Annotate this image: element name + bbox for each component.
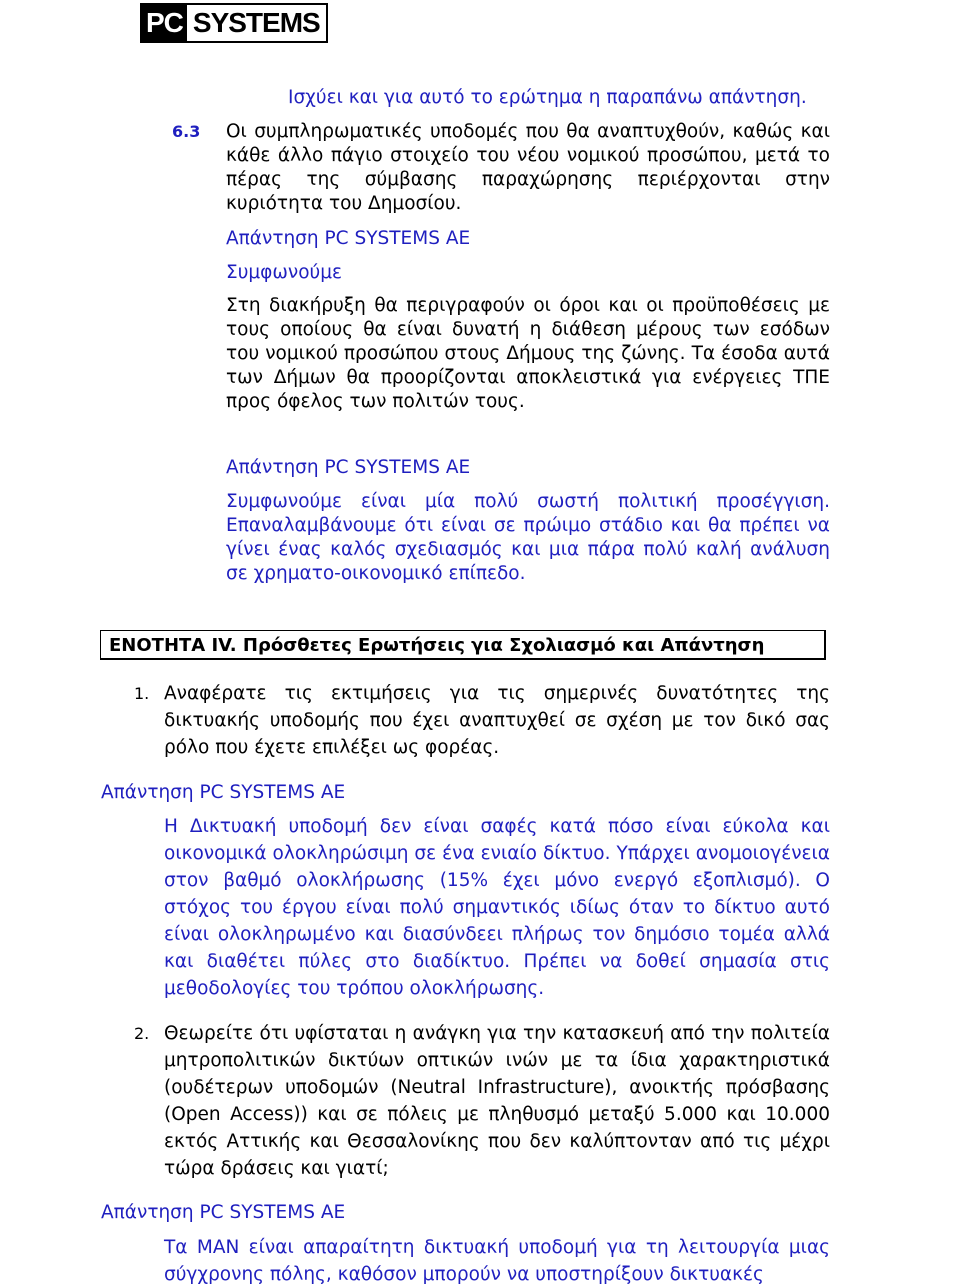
question-text: Αναφέρατε τις εκτιμήσεις για τις σημερινές δυνατότητες της δικτυακής υποδομής που έχει αναπτυχθεί σε σχέση με τον δικό σας ρόλο που έχετε επιλέξει ως φορέας. — [164, 683, 830, 758]
company-logo — [140, 3, 328, 43]
answer-agree: Συμφωνούμε — [226, 262, 342, 283]
question-number: 2. — [134, 1024, 150, 1043]
answer-label: Απάντηση PC SYSTEMS AE — [101, 782, 346, 803]
answer-label: Απάντηση PC SYSTEMS AE — [226, 228, 471, 249]
question-number: 1. — [134, 684, 150, 703]
answer-label: Απάντηση PC SYSTEMS AE — [226, 457, 471, 478]
answer-body: Στη διακήρυξη θα περιγραφούν οι όροι και οι προϋποθέσεις με τους οποίους θα είναι δυνατή η διάθεση μέρους των εσόδων του νομικού προσώπου στους Δήμους της ζώνης. Τα έσοδα αυτά των Δήμων θα προορίζονται αποκλειστικά για ενέργειες ΤΠΕ προς όφελος των πολιτών τους. — [226, 295, 830, 412]
intro-line: Ισχύει και για αυτό το ερώτημα η παραπάνω απάντηση. — [288, 87, 807, 108]
section-heading: ΕΝΟΤΗΤΑ IV. Πρόσθετες Ερωτήσεις για Σχολιασμό και Απάντηση — [100, 630, 826, 660]
item-text: Οι συμπληρωματικές υποδομές που θα αναπτυχθούν, καθώς και κάθε άλλο πάγιο στοιχείο του νέου νομικού προσώπου, μετά το πέρας της σύμβασης παραχώρησης περιέρχονται στην κυριότητα του Δημοσίου. — [226, 121, 830, 214]
item-number: 6.3 — [172, 122, 201, 141]
logo-pc: PC — [142, 5, 187, 41]
logo-systems: SYSTEMS — [187, 5, 326, 41]
question-text: Θεωρείτε ότι υφίσταται η ανάγκη για την κατασκευή από την πολιτεία μητροπολιτικών δικτύων οπτικών ινών με τα ίδια χαρακτηριστικά (ουδέτερων υποδομών (Neutral Infrastructure), ανοικτής πρόσβασης (Open Access)) και σε πόλεις με πληθυσμό μεταξύ 5.000 και 10.000 εκτός Αττικής και Θεσσαλονίκης που δεν καλύπτονταν από τις μέχρι τώρα δράσεις και γιατί; — [164, 1023, 830, 1179]
answer-body: Τα MAN είναι απαραίτητη δικτυακή υποδομή για τη λειτουργία μιας σύγχρονης πόλης, καθόσον μπορούν να υποστηρίξουν δικτυακές — [164, 1237, 830, 1285]
answer-label: Απάντηση PC SYSTEMS AE — [101, 1202, 346, 1223]
answer-body: Συμφωνούμε είναι μία πολύ σωστή πολιτική προσέγγιση. Επαναλαμβάνουμε ότι είναι σε πρώιμο στάδιο και θα πρέπει να γίνει ένας καλός σχεδιασμός και μια πάρα πολύ καλή ανάλυση σε χρηματο-οικονομικό επίπεδο. — [226, 491, 830, 584]
answer-body: Η Δικτυακή υποδομή δεν είναι σαφές κατά πόσο είναι εύκολα και οικονομικά ολοκληρώσιμη σε ένα ενιαίο δίκτυο. Υπάρχει ανομοιογένεια στον βαθμό ολοκλήρωσης (15% έχει μόνο ενεργό εξοπλισμό). Ο στόχος του έργου είναι πολύ σημαντικός ιδίως όταν το δίκτυο αυτό είναι ολοκληρωμένο και διασύνδεει πλήρως τον δημόσιο τομέα αλλά και διαθέτει πύλες στο διαδίκτυο. Πρέπει να δοθεί σημασία στις μεθοδολογίες του τρόπου ολοκλήρωσης. — [164, 816, 830, 999]
